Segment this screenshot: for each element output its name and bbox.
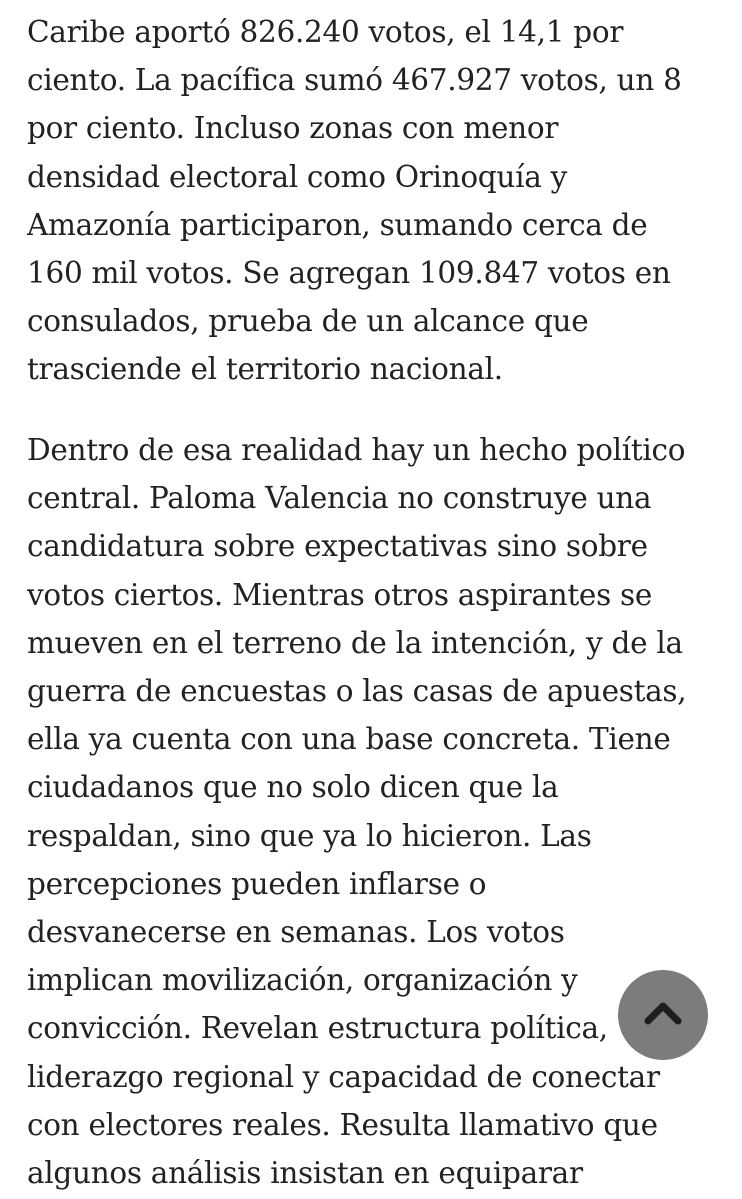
paragraph-line: mueven en el terreno de la intención, y de la: [27, 625, 683, 660]
article-paragraph-2: [27, 426, 727, 1197]
paragraph-line: Dentro de esa realidad hay un hecho político: [27, 433, 686, 467]
paragraph-line: votos ciertos. Mientras otros aspirantes se: [27, 577, 652, 612]
paragraph-line: ciudadanos que no solo dicen que la: [27, 770, 559, 805]
paragraph-line: ella ya cuenta con una base concreta. Tiene: [27, 722, 671, 757]
paragraph-line: liderazgo regional y capacidad de conectar: [27, 1059, 660, 1094]
paragraph-line: densidad electoral como Orinoquía y: [27, 159, 567, 194]
paragraph-line: convicción. Revelan estructura política,: [27, 1011, 608, 1046]
paragraph-line: Amazonía participaron, sumando cerca de: [27, 207, 648, 242]
paragraph-line: implican movilización, organización y: [27, 963, 578, 998]
article-paragraph-1: [27, 8, 727, 394]
scroll-to-top-button[interactable]: [618, 970, 708, 1060]
chevron-up-icon: [640, 990, 686, 1040]
paragraph-line: Caribe aportó 826.240 votos, el 14,1 por: [27, 15, 624, 49]
paragraph-line: desvanecerse en semanas. Los votos: [27, 915, 565, 950]
paragraph-line: candidatura sobre expectativas sino sobre: [27, 529, 648, 564]
paragraph-line: guerra de encuestas o las casas de apuestas,: [27, 674, 687, 709]
paragraph-line: con electores reales. Resulta llamativo que: [27, 1107, 658, 1142]
paragraph-line: algunos análisis insistan en equiparar: [27, 1156, 583, 1191]
paragraph-line: ciento. La pacífica sumó 467.927 votos, un 8: [27, 63, 682, 98]
paragraph-line: por ciento. Incluso zonas con menor: [27, 111, 559, 146]
paragraph-line: 160 mil votos. Se agregan 109.847 votos en: [27, 256, 671, 291]
paragraph-line: trasciende el territorio nacional.: [27, 352, 503, 387]
paragraph-line: percepciones pueden inflarse o: [27, 866, 487, 901]
paragraph-line: central. Paloma Valencia no construye una: [27, 481, 652, 516]
paragraph-line: respaldan, sino que ya lo hicieron. Las: [27, 818, 592, 853]
paragraph-line: consulados, prueba de un alcance que: [27, 304, 589, 339]
